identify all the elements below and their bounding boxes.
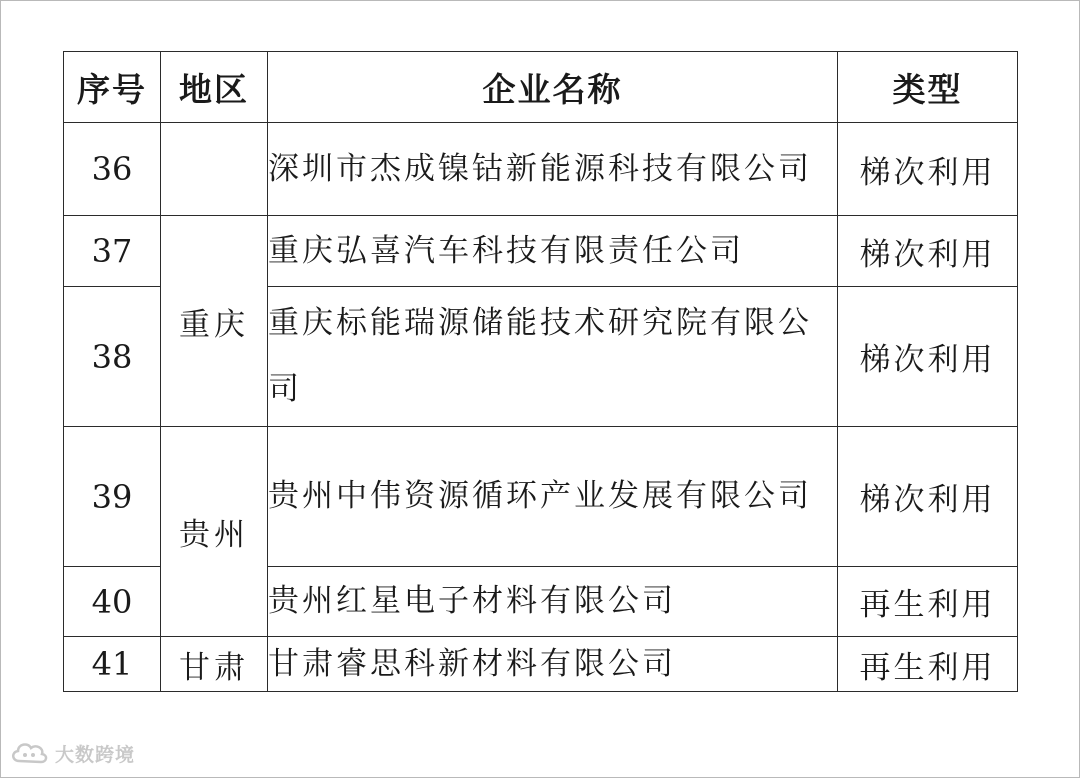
watermark: [9, 739, 135, 767]
row-type: 梯次利用: [838, 216, 1018, 287]
table-row: [64, 216, 1018, 287]
header-seq: 序号: [64, 52, 161, 123]
row-type: 梯次利用: [838, 427, 1018, 567]
row-company-name: 贵州红星电子材料有限公司: [268, 567, 838, 637]
row-seq: 41: [64, 637, 161, 692]
header-region: 地区: [161, 52, 268, 123]
row-type: 梯次利用: [838, 287, 1018, 427]
row-company-name: 甘肃睿思科新材料有限公司: [268, 637, 838, 692]
row-company-name: 重庆弘喜汽车科技有限责任公司: [268, 216, 838, 287]
row-seq: 38: [64, 287, 161, 427]
row-company-name: 重庆标能瑞源储能技术研究院有限公司: [268, 287, 838, 427]
table-row: [64, 637, 1018, 692]
row-region: 贵州: [161, 427, 268, 637]
enterprise-table: [63, 51, 1018, 692]
table-row: [64, 427, 1018, 567]
row-region: 重庆: [161, 216, 268, 427]
cloud-logo-icon: [9, 739, 49, 767]
row-type: 再生利用: [838, 567, 1018, 637]
table-row: [64, 123, 1018, 216]
watermark-text: 大数跨境: [55, 743, 136, 766]
row-seq: 36: [64, 123, 161, 216]
row-company-name: 贵州中伟资源循环产业发展有限公司: [268, 427, 838, 567]
row-region: 甘肃: [161, 637, 268, 692]
row-region: [161, 123, 268, 216]
table-header-row: [64, 52, 1018, 123]
row-seq: 37: [64, 216, 161, 287]
row-company-name: 深圳市杰成镍钴新能源科技有限公司: [268, 123, 838, 216]
header-type: 类型: [838, 52, 1018, 123]
row-seq: 40: [64, 567, 161, 637]
row-seq: 39: [64, 427, 161, 567]
header-name: 企业名称: [268, 52, 838, 123]
row-type: 梯次利用: [838, 123, 1018, 216]
row-type: 再生利用: [838, 637, 1018, 692]
